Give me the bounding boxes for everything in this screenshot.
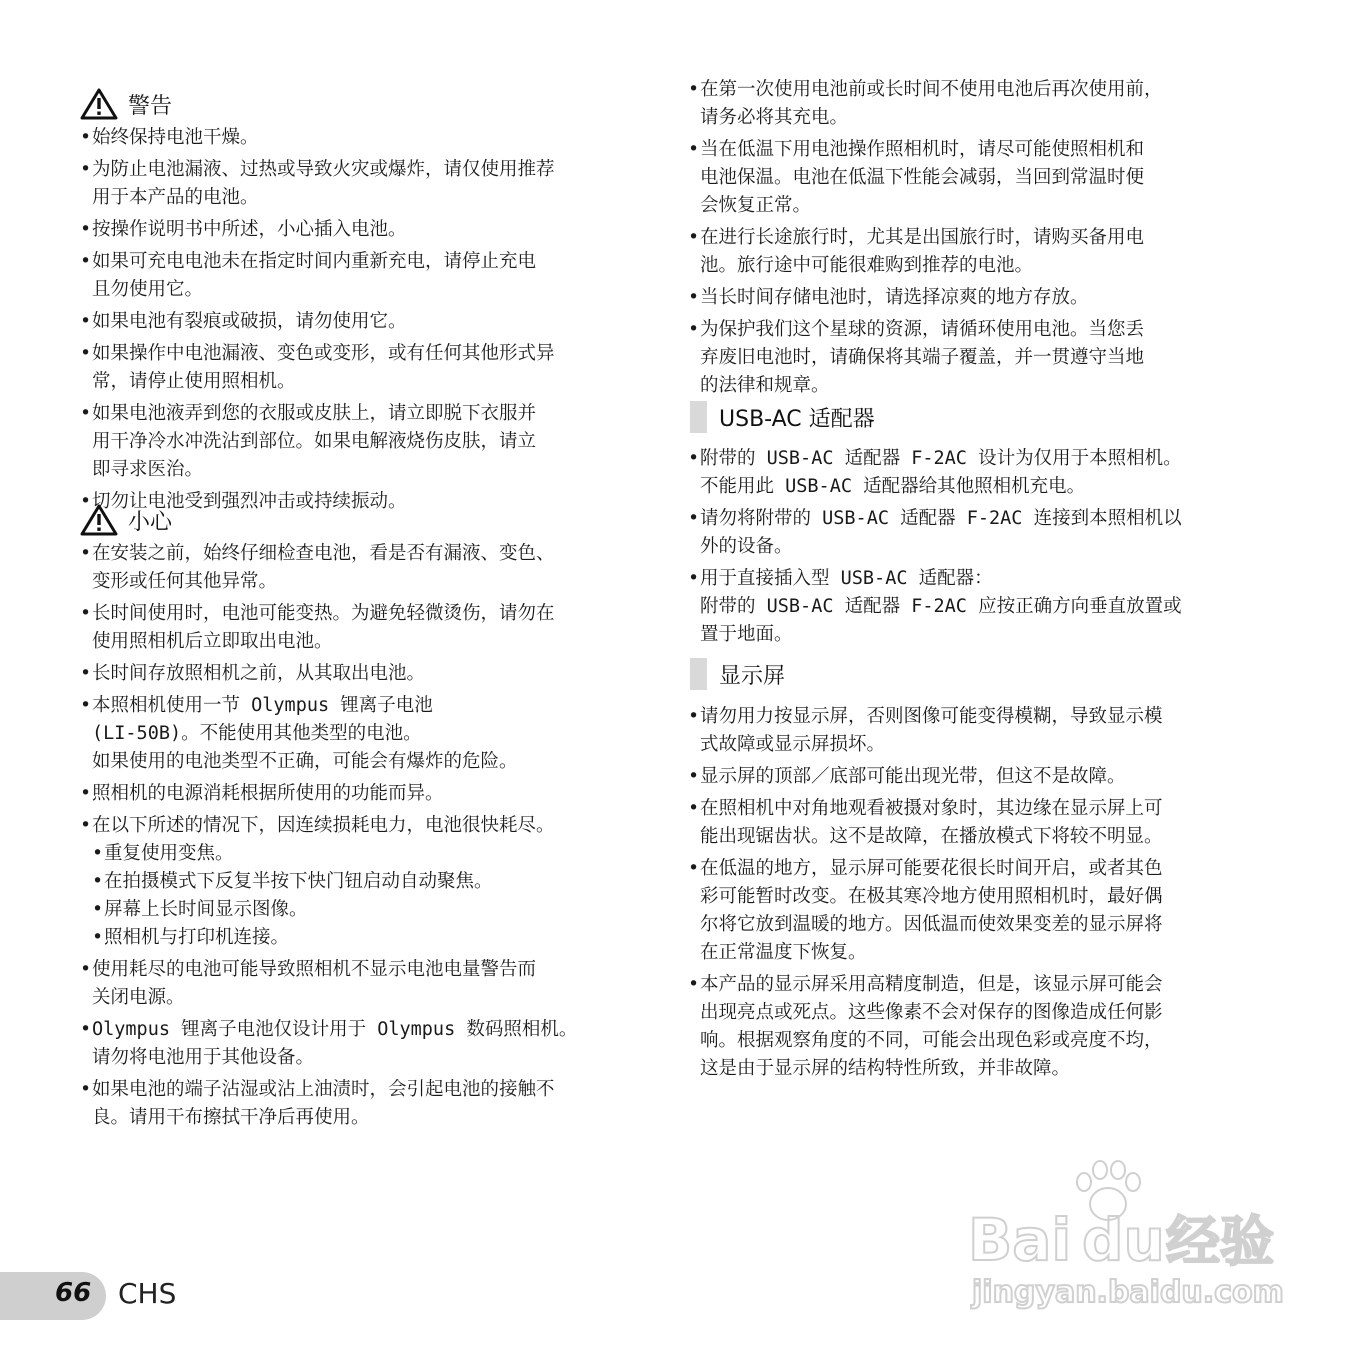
sub-list-item bbox=[80, 924, 655, 952]
item-text: 彩可能暂时改变。在极其寒冷地方使用照相机时，最好偶 bbox=[700, 886, 1163, 907]
warning-title: 警告 bbox=[128, 93, 173, 119]
warning-triangle-icon bbox=[80, 88, 118, 120]
item-text: 在照相机中对角地观看被摄对象时，其边缘在显示屏上可 bbox=[700, 798, 1163, 819]
list-item bbox=[80, 540, 655, 596]
language-label: CHS bbox=[118, 1277, 177, 1310]
item-text: 如果使用的电池类型不正确，可能会有爆炸的危险。 bbox=[92, 751, 518, 772]
list-item bbox=[688, 76, 1298, 132]
list-item bbox=[688, 971, 1298, 1083]
bullet: • bbox=[92, 899, 104, 920]
list-item bbox=[80, 216, 655, 244]
bullet: • bbox=[688, 79, 700, 100]
item-text: 能出现锯齿状。这不是故障，在播放模式下将较不明显。 bbox=[700, 826, 1163, 847]
item-text: 不能用此 USB-AC 适配器给其他照相机充电。 bbox=[700, 476, 1086, 497]
item-text: 外的设备。 bbox=[700, 536, 793, 557]
item-text: 用于本产品的电池。 bbox=[92, 187, 259, 208]
list-item bbox=[688, 284, 1298, 312]
item-text: 为保护我们这个星球的资源，请循环使用电池。当您丢 bbox=[700, 319, 1145, 340]
list-item bbox=[688, 855, 1298, 967]
item-text: 请勿将电池用于其他设备。 bbox=[92, 1047, 315, 1068]
item-text: 如果操作中电池漏液、变色或变形，或有任何其他形式异 bbox=[92, 343, 555, 364]
item-text: 在正常温度下恢复。 bbox=[700, 942, 867, 963]
item-text: 关闭电源。 bbox=[92, 987, 185, 1008]
item-text: 当在低温下用电池操作照相机时，请尽可能使照相机和 bbox=[700, 139, 1145, 160]
bullet: • bbox=[688, 508, 700, 529]
list-item bbox=[80, 400, 655, 484]
watermark-suffix: 经验 bbox=[1166, 1210, 1274, 1273]
list-item bbox=[688, 763, 1298, 791]
item-text: 常，请停止使用照相机。 bbox=[92, 371, 296, 392]
item-text: 且勿使用它。 bbox=[92, 279, 204, 300]
list-item bbox=[688, 316, 1298, 400]
watermark-brand: Bai bbox=[968, 1206, 1072, 1274]
usb-section-heading bbox=[690, 401, 875, 433]
caution-heading bbox=[80, 500, 172, 540]
list-item bbox=[80, 956, 655, 1012]
bullet: • bbox=[688, 139, 700, 160]
list-item bbox=[80, 340, 655, 396]
warning-heading bbox=[80, 84, 172, 124]
bullet: • bbox=[688, 798, 700, 819]
bullet: • bbox=[688, 227, 700, 248]
item-text: 在以下所述的情况下，因连续损耗电力，电池很快耗尽。 bbox=[92, 815, 555, 836]
bullet: • bbox=[688, 568, 700, 589]
item-text: 照相机与打印机连接。 bbox=[104, 927, 290, 948]
item-text: 如果电池的端子沾湿或沾上油渍时，会引起电池的接触不 bbox=[92, 1079, 555, 1100]
item-text: 请勿将附带的 USB-AC 适配器 F-2AC 连接到本照相机以 bbox=[700, 508, 1182, 529]
item-text: 如果电池有裂痕或破损，请勿使用它。 bbox=[92, 311, 407, 332]
item-text: 在拍摄模式下反复半按下快门钮启动自动聚焦。 bbox=[104, 871, 493, 892]
bullet: • bbox=[92, 871, 104, 892]
bullet: • bbox=[688, 448, 700, 469]
caution-list bbox=[80, 540, 655, 1132]
sub-list-item bbox=[80, 896, 655, 924]
bullet: • bbox=[80, 783, 92, 804]
item-text: 本产品的显示屏采用高精度制造，但是，该显示屏可能会 bbox=[700, 974, 1163, 995]
list-item bbox=[688, 703, 1298, 759]
list-item bbox=[80, 692, 655, 776]
item-text: 附带的 USB-AC 适配器 F-2AC 应按正确方向垂直放置或 bbox=[700, 596, 1182, 617]
list-item bbox=[688, 505, 1298, 561]
usb-list bbox=[688, 445, 1298, 649]
bullet: • bbox=[80, 1019, 92, 1040]
caution-title: 小心 bbox=[128, 509, 173, 535]
item-text: 重复使用变焦。 bbox=[104, 843, 234, 864]
sub-list-item bbox=[80, 868, 655, 896]
bullet: • bbox=[80, 311, 92, 332]
item-text: 用于直接插入型 USB-AC 适配器： bbox=[700, 568, 993, 589]
bullet: • bbox=[80, 159, 92, 180]
bullet: • bbox=[80, 343, 92, 364]
section-marker bbox=[690, 658, 707, 690]
usb-section-title: USB-AC 适配器 bbox=[719, 406, 875, 432]
list-item bbox=[80, 308, 655, 336]
list-item bbox=[80, 660, 655, 688]
item-text: 屏幕上长时间显示图像。 bbox=[104, 899, 308, 920]
item-text: 在进行长途旅行时，尤其是出国旅行时，请购买备用电 bbox=[700, 227, 1145, 248]
bullet: • bbox=[80, 127, 92, 148]
list-item bbox=[80, 124, 655, 152]
bullet: • bbox=[80, 695, 92, 716]
list-item bbox=[80, 780, 655, 808]
item-text: 使用耗尽的电池可能导致照相机不显示电池电量警告而 bbox=[92, 959, 537, 980]
display-list bbox=[688, 703, 1298, 1083]
item-text: 当长时间存储电池时，请选择凉爽的地方存放。 bbox=[700, 287, 1089, 308]
item-text: 使用照相机后立即取出电池。 bbox=[92, 631, 333, 652]
item-text: 长时间使用时，电池可能变热。为避免轻微烫伤，请勿在 bbox=[92, 603, 555, 624]
bullet: • bbox=[688, 287, 700, 308]
bullet: • bbox=[688, 319, 700, 340]
watermark-brand-2: du bbox=[1082, 1206, 1165, 1274]
item-text: 本照相机使用一节 Olympus 锂离子电池 bbox=[92, 695, 433, 716]
list-item bbox=[80, 156, 655, 212]
bullet: • bbox=[80, 815, 92, 836]
item-text: 即寻求医治。 bbox=[92, 459, 204, 480]
item-text: 这是由于显示屏的结构特性所致，并非故障。 bbox=[700, 1058, 1071, 1079]
bullet: • bbox=[80, 219, 92, 240]
sub-list-item bbox=[80, 840, 655, 868]
baidu-jingyan-watermark bbox=[958, 1160, 1288, 1310]
item-text: 在安装之前，始终仔细检查电池，看是否有漏液、变色、 bbox=[92, 543, 555, 564]
page-number: 66 bbox=[55, 1278, 92, 1308]
list-item bbox=[688, 224, 1298, 280]
bullet: • bbox=[688, 766, 700, 787]
item-text: 在第一次使用电池前或长时间不使用电池后再次使用前， bbox=[700, 79, 1163, 100]
item-text: 如果电池液弄到您的衣服或皮肤上，请立即脱下衣服并 bbox=[92, 403, 537, 424]
item-text: 响。根据观察角度的不同，可能会出现色彩或亮度不均， bbox=[700, 1030, 1163, 1051]
bullet: • bbox=[688, 858, 700, 879]
item-text: 为防止电池漏液、过热或导致火灾或爆炸，请仅使用推荐 bbox=[92, 159, 555, 180]
display-section-title: 显示屏 bbox=[719, 663, 786, 689]
bullet: • bbox=[80, 251, 92, 272]
item-text: 电池保温。电池在低温下性能会减弱，当回到常温时便 bbox=[700, 167, 1145, 188]
item-text: 显示屏的顶部／底部可能出现光带，但这不是故障。 bbox=[700, 766, 1126, 787]
list-item bbox=[80, 248, 655, 304]
item-text: 式故障或显示屏损坏。 bbox=[700, 734, 886, 755]
item-text: 在低温的地方，显示屏可能要花很长时间开启，或者其色 bbox=[700, 858, 1163, 879]
list-item bbox=[80, 600, 655, 656]
item-text: 按操作说明书中所述，小心插入电池。 bbox=[92, 219, 407, 240]
bullet: • bbox=[688, 974, 700, 995]
watermark-url: jingyan.baidu.com bbox=[972, 1275, 1284, 1310]
bullet: • bbox=[80, 403, 92, 424]
item-text: 良。请用干布擦拭干净后再使用。 bbox=[92, 1107, 370, 1128]
warning-list bbox=[80, 124, 655, 516]
list-item bbox=[80, 812, 655, 840]
item-text: 如果可充电电池未在指定时间内重新充电，请停止充电 bbox=[92, 251, 537, 272]
list-item bbox=[688, 445, 1298, 501]
item-text: 弃废旧电池时，请确保将其端子覆盖，并一贯遵守当地 bbox=[700, 347, 1145, 368]
item-text: Olympus 锂离子电池仅设计用于 Olympus 数码照相机。 bbox=[92, 1019, 578, 1040]
list-item bbox=[80, 1016, 655, 1072]
item-text: 的法律和规章。 bbox=[700, 375, 830, 396]
list-item bbox=[688, 565, 1298, 649]
display-section-heading bbox=[690, 658, 785, 690]
item-text: 变形或任何其他异常。 bbox=[92, 571, 278, 592]
item-text: 用干净冷水冲洗沾到部位。如果电解液烧伤皮肤，请立 bbox=[92, 431, 537, 452]
item-text: 置于地面。 bbox=[700, 624, 793, 645]
bullet: • bbox=[92, 843, 104, 864]
list-item bbox=[688, 136, 1298, 220]
item-text: 照相机的电源消耗根据所使用的功能而异。 bbox=[92, 783, 444, 804]
bullet: • bbox=[688, 706, 700, 727]
bullet: • bbox=[80, 663, 92, 684]
item-text: 附带的 USB-AC 适配器 F-2AC 设计为仅用于本照相机。 bbox=[700, 448, 1182, 469]
item-text: 长时间存放照相机之前，从其取出电池。 bbox=[92, 663, 426, 684]
sub-list bbox=[80, 840, 655, 952]
item-text: 请务必将其充电。 bbox=[700, 107, 849, 128]
battery-list bbox=[688, 76, 1298, 400]
bullet: • bbox=[80, 543, 92, 564]
bullet: • bbox=[80, 491, 92, 512]
item-text: 尔将它放到温暖的地方。因低温而使效果变差的显示屏将 bbox=[700, 914, 1163, 935]
list-item bbox=[80, 1076, 655, 1132]
item-text: 切勿让电池受到强烈冲击或持续振动。 bbox=[92, 491, 407, 512]
caution-triangle-icon bbox=[80, 504, 118, 536]
item-text: 始终保持电池干燥。 bbox=[92, 127, 259, 148]
section-marker bbox=[690, 401, 707, 433]
bullet: • bbox=[80, 959, 92, 980]
item-text: 会恢复正常。 bbox=[700, 195, 812, 216]
item-text: 池。旅行途中可能很难购到推荐的电池。 bbox=[700, 255, 1034, 276]
bullet: • bbox=[80, 1079, 92, 1100]
item-text: 出现亮点或死点。这些像素不会对保存的图像造成任何影 bbox=[700, 1002, 1163, 1023]
item-text: (LI-50B)。不能使用其他类型的电池。 bbox=[92, 723, 422, 744]
item-text: 请勿用力按显示屏，否则图像可能变得模糊，导致显示模 bbox=[700, 706, 1163, 727]
bullet: • bbox=[80, 603, 92, 624]
list-item bbox=[688, 795, 1298, 851]
bullet: • bbox=[92, 927, 104, 948]
